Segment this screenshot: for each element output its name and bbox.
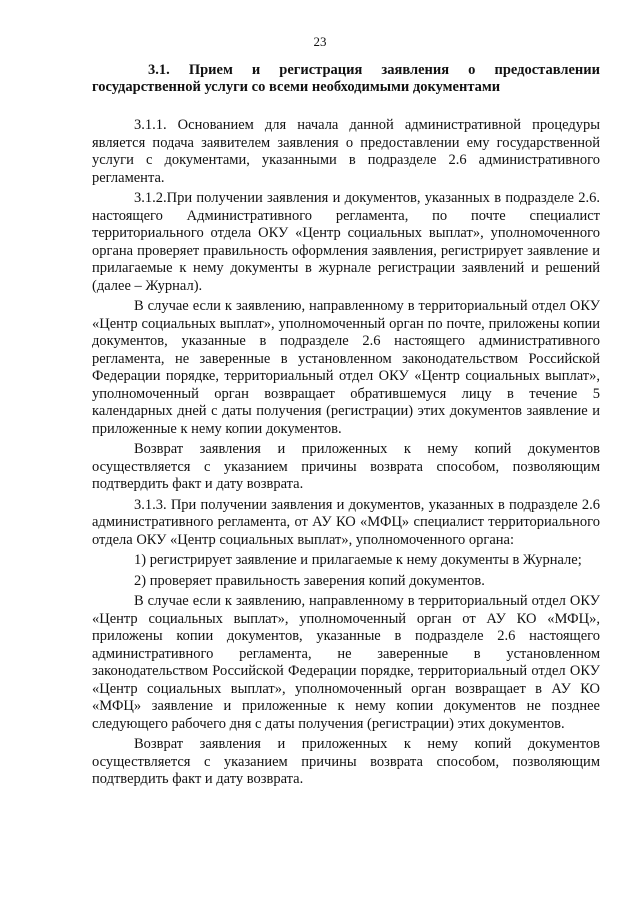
list-item-register: 1) регистрирует заявление и прилагаемые к нему документы в Журнале;: [134, 552, 582, 568]
section-heading: [92, 62, 600, 96]
paragraph-return-method: Возврат заявления и приложенных к нему копий документов осуществляется с указанием причины возврата способом, позволяющим подтвердить факт и дату возврата.: [92, 441, 600, 492]
section-heading-line-2: государственной услуги со всеми необходимыми документами: [92, 79, 501, 95]
list-item-verify: 2) проверяет правильность заверения копий документов.: [134, 572, 485, 589]
paragraph-3-1-2: 3.1.2.При получении заявления и документов, указанных в подразделе 2.6. настоящего Административного регламента, по почте специалист территориального отдела ОКУ «Центр социальных выплат», уполномоченного органа проверяет правильность оформления заявления, регистрирует заявление и прилагаемые к нему документы в журнале регистрации заявлений и решений (далее – Журнал).: [92, 190, 600, 294]
paragraph-return-mfc: В случае если к заявлению, направленному в территориальный отдел ОКУ «Центр социальных выплат», уполномоченный орган от АУ КО «МФЦ», приложены копии документов, указанные в подразделе 2.6 настоящего административного регламента, не заверенные в установленном законодательством Российской Федерации порядке, территориальный отдел ОКУ «Центр социальных выплат», уполномоченный орган возвращает в АУ КО «МФЦ» заявление и приложенные к нему копии документов не позднее следующего рабочего дня с даты получения (регистрации) этих документов.: [92, 593, 600, 732]
paragraph-return-method-2: Возврат заявления и приложенных к нему копий документов осуществляется с указанием причины возврата способом, позволяющим подтвердить факт и дату возврата.: [92, 736, 600, 787]
body-text: [92, 117, 600, 792]
paragraph-3-1-3: 3.1.3. При получении заявления и документов, указанных в подразделе 2.6 административного регламента, от АУ КО «МФЦ» специалист территориального отдела ОКУ «Центр социальных выплат», уполномоченного органа:: [92, 496, 600, 548]
page-number: 23: [313, 34, 327, 49]
section-heading-line-1: 3.1. Прием и регистрация заявления о предоставлении: [148, 62, 600, 78]
paragraph-return-by-mail: В случае если к заявлению, направленному в территориальный отдел ОКУ «Центр социальных выплат», уполномоченный орган по почте, приложены копии документов, указанные в подразделе 2.6 настоящего административного регламента, не заверенные в установленном законодательством Российской Федерации порядке, территориальный отдел ОКУ «Центр социальных выплат», уполномоченный орган возвращает обратившемуся лицу в течение 5 календарных дней с даты получения (регистрации) этих документов заявление и приложенные к нему копии документов.: [92, 298, 600, 437]
paragraph-3-1-1: 3.1.1. Основанием для начала данной административной процедуры является подача заявителем заявления о предоставлении ему государственной услуги с документами, указанными в подразделе 2.6 административного регламента.: [92, 117, 600, 186]
